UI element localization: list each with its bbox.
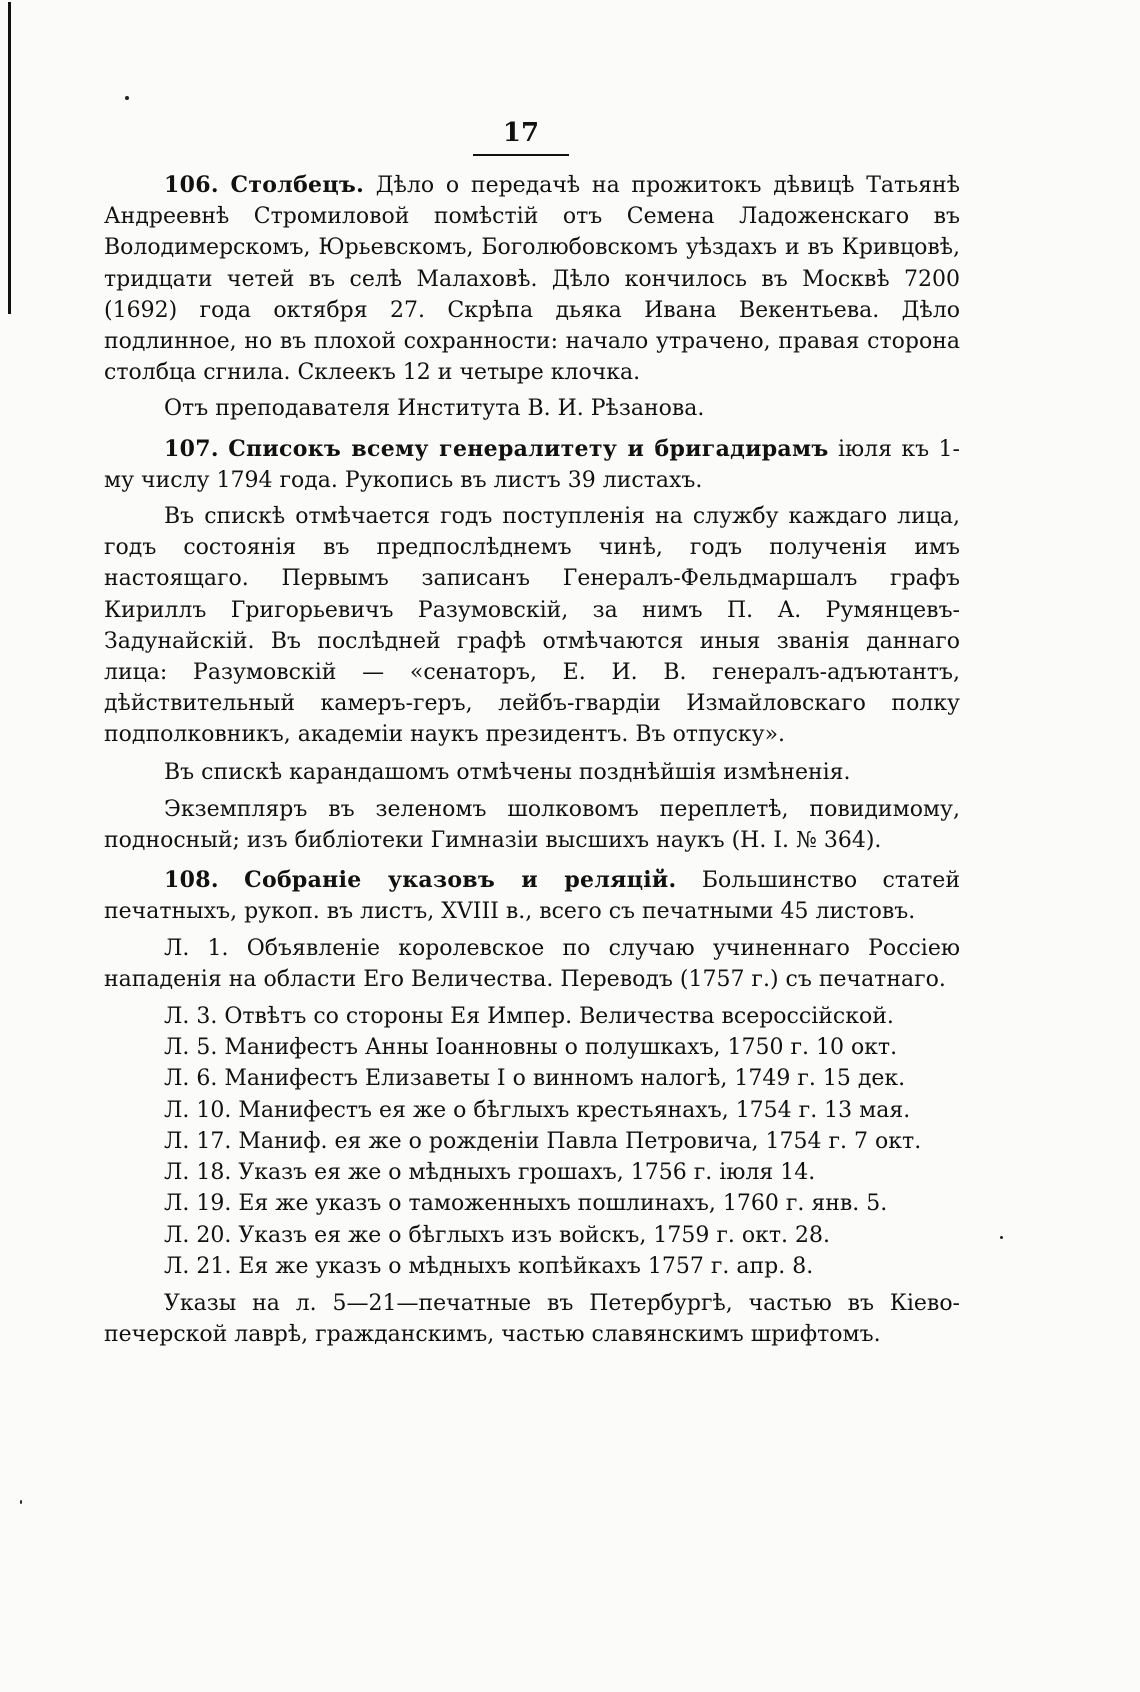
page-number-rule	[473, 154, 569, 156]
entry-number: 107.	[164, 435, 219, 462]
leaf-item: Л. 18. Указъ ея же о мѣдныхъ грошахъ, 1756 г. іюля 14.	[164, 1160, 816, 1186]
print-speck	[125, 96, 129, 100]
entry-body: Большинство статей печатныхъ, рукоп. въ листъ, XVIII в., всего съ печатными 45 листовъ.	[104, 868, 960, 925]
entry-body: Дѣло о передачѣ на прожитокъ дѣвицѣ Татьянѣ Андреевнѣ Стромиловой помѣстій отъ Семена Ладоженскаго въ Володимерскомъ, Юрьевскомъ, Боголюбовскомъ уѣздахъ и въ Кривцовѣ, тридцати четей въ селѣ Малаховѣ. Дѣло кончилось въ Москвѣ 7200 (1692) года октября 27. Скрѣпа дьяка Ивана Векентьева. Дѣло подлинное, но въ плохой сохранности: начало утрачено, правая сторона столбца сгнила. Склеекъ 12 и четыре клочка.	[104, 173, 960, 386]
entry-number: 106.	[164, 172, 219, 198]
leaf-item: Л. 5. Манифестъ Анны Іоанновны о полушкахъ, 1750 г. 10 окт.	[164, 1035, 898, 1061]
binding-edge-line	[8, 2, 11, 314]
entry-title: Столбецъ.	[230, 172, 365, 198]
print-speck	[20, 1500, 22, 1504]
leaf-item: Л. 1. Объявленіе королевское по случаю учиненнаго Россіею нападенія на области Его Величества. Переводъ (1757 г.) съ печатнаго.	[104, 935, 960, 992]
entry-107-note: Въ спискѣ карандашомъ отмѣчены позднѣйшія измѣненія.	[164, 759, 851, 785]
print-speck	[1000, 1236, 1003, 1239]
entry-108-closing: Указы на л. 5—21—печатные въ Петербургѣ, частью въ Кіево-печерской лаврѣ, гражданскимъ, частью славянскимъ шрифтомъ.	[104, 1290, 960, 1348]
entry-108	[104, 865, 960, 927]
leaf-item: Л. 20. Указъ ея же о бѣглыхъ изъ войскъ, 1759 г. окт. 28.	[164, 1222, 831, 1248]
leaf-item: Л. 3. Отвѣтъ со стороны Ея Импер. Величества всероссійской.	[164, 1004, 894, 1030]
entry-title: Собраніе указовъ и реляцій.	[244, 867, 677, 894]
entry-body: іюля къ 1-му числу 1794 года. Рукопись въ листъ 39 листахъ.	[104, 436, 960, 493]
entry-number: 108.	[164, 867, 219, 894]
entry-107-note: Экземпляръ въ зеленомъ шолковомъ переплетѣ, повидимому, подносный; изъ библіотеки Гимназіи высшихъ наукъ (Н. I. № 364).	[104, 796, 960, 854]
entry-107-note: Въ спискѣ отмѣчается годъ поступленія на службу каждаго лица, годъ состоянія въ предпослѣднемъ чинѣ, годъ полученія имъ настоящаго. Первымъ записанъ Генералъ-Фельдмаршалъ графъ Кириллъ Григорьевичъ Разумовскій, за нимъ П. А. Румянцевъ-Задунайскій. Въ послѣдней графѣ отмѣчаются иныя званія даннаго лица: Разумовскій — «сенаторъ, Е. И. В. генералъ-адъютантъ, дѣйствительный камеръ-геръ, лейбъ-гвардіи Измайловскаго полку подполковникъ, академіи наукъ президентъ. Въ отпуску».	[104, 504, 960, 748]
leaf-item: Л. 21. Ея же указъ о мѣдныхъ копѣйкахъ 1757 г. апр. 8.	[164, 1253, 814, 1279]
leaf-item: Л. 19. Ея же указъ о таможенныхъ пошлинахъ, 1760 г. янв. 5.	[164, 1191, 888, 1217]
page-number: 17	[502, 118, 540, 148]
entry-106-source: Отъ преподавателя Института В. И. Рѣзанова.	[164, 396, 705, 422]
leaf-item: Л. 6. Манифестъ Елизаветы I о винномъ налогѣ, 1749 г. 15 дек.	[164, 1066, 906, 1092]
entry-106	[104, 170, 960, 388]
leaf-item: Л. 17. Маниф. ея же о рожденіи Павла Петровича, 1754 г. 7 окт.	[164, 1128, 922, 1154]
page-text	[104, 170, 960, 1356]
entry-107	[104, 434, 960, 496]
leaf-item: Л. 10. Манифестъ ея же о бѣглыхъ крестьянахъ, 1754 г. 13 мая.	[164, 1097, 911, 1123]
entry-title: Списокъ всему генералитету и бригадирамъ	[228, 435, 829, 462]
